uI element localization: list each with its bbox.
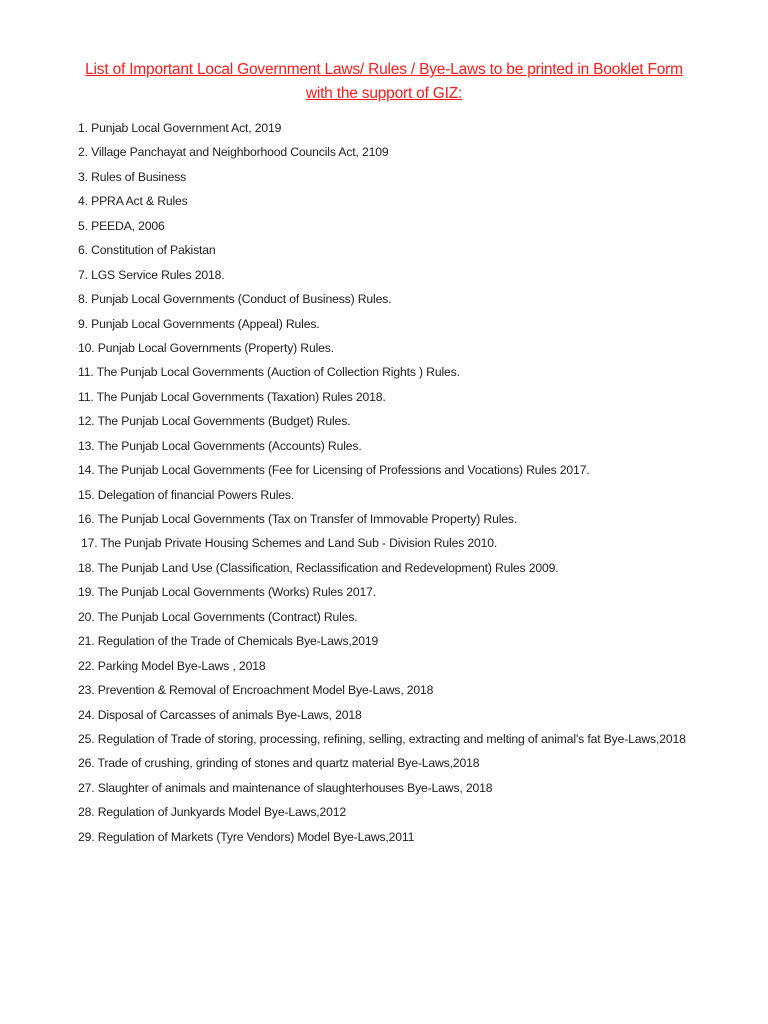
list-item: 14. The Punjab Local Governments (Fee for Licensing of Professions and Vocations) Rules 2017. (78, 463, 590, 478)
list-item: 16. The Punjab Local Governments (Tax on Transfer of Immovable Property) Rules. (78, 512, 518, 526)
title-line-1: List of Important Local Government Laws/ Rules / Bye-Laws to be printed in Booklet Form (85, 61, 683, 78)
list-item: 24. Disposal of Carcasses of animals Bye-Laws, 2018 (78, 707, 362, 722)
list-item: 6. Constitution of Pakistan (78, 243, 216, 258)
list-item: 20. The Punjab Local Governments (Contract) Rules. (78, 609, 358, 624)
list-item: 28. Regulation of Junkyards Model Bye-Laws,2012 (78, 805, 347, 820)
list-item: 25. Regulation of Trade of storing, processing, refining, selling, extracting and melting of animal's fat Bye-Laws,2018 (78, 731, 686, 746)
list-item: 8. Punjab Local Governments (Conduct of Business) Rules. (78, 292, 392, 307)
list-item: 7. LGS Service Rules 2018. (78, 267, 225, 282)
list-item: 10. Punjab Local Governments (Property) Rules. (78, 340, 334, 355)
list-item: 15. Delegation of financial Powers Rules. (78, 487, 295, 502)
list-item: 2. Village Panchayat and Neighborhood Councils Act, 2109 (78, 145, 389, 160)
list-item: 19. The Punjab Local Governments (Works) Rules 2017. (78, 585, 376, 600)
list-item: 21. Regulation of the Trade of Chemicals Bye-Laws,2019 (78, 634, 379, 649)
list-item: 26. Trade of crushing, grinding of stones and quartz material Bye-Laws,2018 (78, 756, 480, 771)
list-item: 1. Punjab Local Government Act, 2019 (78, 121, 282, 135)
list-item: 22. Parking Model Bye-Laws , 2018 (78, 658, 266, 673)
list-item: 5. PEEDA, 2006 (78, 218, 165, 233)
document-title (40, 58, 728, 106)
list-item: 11. The Punjab Local Governments (Auction of Collection Rights ) Rules. (78, 365, 460, 380)
list-item: 11. The Punjab Local Governments (Taxation) Rules 2018. (78, 389, 386, 404)
list-item: 18. The Punjab Land Use (Classification, Reclassification and Redevelopment) Rules 2009. (78, 560, 559, 575)
title-line-2: with the support of GIZ: (305, 85, 463, 102)
list-item: 17. The Punjab Private Housing Schemes and Land Sub - Division Rules 2010. (81, 536, 498, 551)
list-item: 29. Regulation of Markets (Tyre Vendors) Model Bye-Laws,2011 (78, 829, 415, 844)
list-item: 23. Prevention & Removal of Encroachment Model Bye-Laws, 2018 (78, 683, 434, 698)
list-item: 4. PPRA Act & Rules (78, 194, 188, 209)
list-item: 27. Slaughter of animals and maintenance of slaughterhouses Bye-Laws, 2018 (78, 780, 493, 795)
list-item: 13. The Punjab Local Governments (Accounts) Rules. (78, 438, 362, 453)
list-item: 9. Punjab Local Governments (Appeal) Rules. (78, 316, 320, 331)
list-item: 12. The Punjab Local Governments (Budget) Rules. (78, 414, 351, 429)
laws-list (78, 116, 748, 849)
list-item: 3. Rules of Business (78, 169, 187, 184)
